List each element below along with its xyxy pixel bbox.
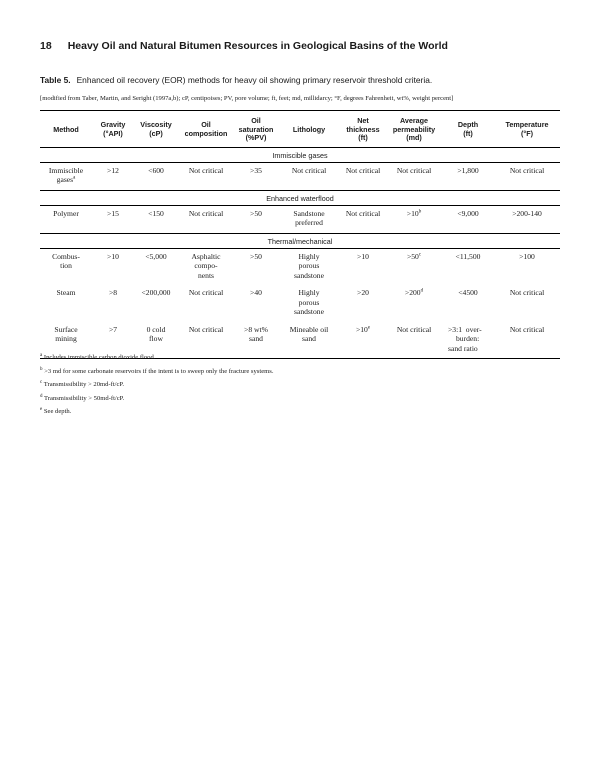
section-row-immiscible-gases: Immiscible gases xyxy=(40,147,560,162)
cell-temperature: Not critical xyxy=(509,288,545,298)
table-row-steam xyxy=(40,285,560,321)
footnote: $^a$ Includes immiscible carbon dioxide flood. xyxy=(40,352,156,361)
cell-gravity: >7 xyxy=(92,322,134,359)
cell-method: Polymer xyxy=(53,208,79,218)
cell-oil-composition: Not critical xyxy=(188,165,224,175)
header-temperature: Temperature (°F) xyxy=(494,111,560,148)
cell-method: Combus- tion xyxy=(52,251,80,271)
cell-oil-saturation: >40 xyxy=(250,288,262,298)
header-lithology: Lithology xyxy=(278,111,340,148)
header-oil-composition: Oil composition xyxy=(178,111,234,148)
page-header xyxy=(40,40,560,52)
cell-viscosity: <600 xyxy=(148,165,164,175)
table-row-immiscible-gases xyxy=(40,162,560,190)
header-net-thickness: Net thickness (ft) xyxy=(340,111,386,148)
cell-permeability: $>50^c$ xyxy=(406,251,422,261)
cell-oil-composition: Not critical xyxy=(178,322,234,359)
table-caption xyxy=(40,75,570,85)
eor-table xyxy=(40,110,560,359)
cell-temperature: Not critical xyxy=(494,322,560,359)
cell-oil-saturation: >35 xyxy=(250,165,262,175)
cell-viscosity: <150 xyxy=(148,208,164,218)
cell-gravity: >12 xyxy=(107,165,119,175)
table-source-note: [modified from Taber, Martin, and Seright (1997a,b); cP, centipoises; PV, pore volume; ft, feet; md, millidarcy; °F, degrees Fahrenheit, wt%, weight percent] xyxy=(40,95,454,102)
cell-net-thickness: Not critical xyxy=(345,208,381,218)
header-gravity: Gravity (°API) xyxy=(92,111,134,148)
cell-viscosity: <200,000 xyxy=(141,288,171,298)
footnote: $^b$ >3 md for some carbonate reservoirs if the intent is to sweep only the fracture systems. xyxy=(40,366,274,375)
cell-method: Immiscible gases$^a$ xyxy=(48,165,84,185)
table-label: Table 5. xyxy=(40,75,71,85)
cell-oil-saturation: >50 xyxy=(250,208,262,218)
page-number: 18 xyxy=(40,40,52,52)
section-row-thermal-mechanical: Thermal/mechanical xyxy=(40,233,560,248)
footnote: $^c$ Transmissibility > 20md-ft/cP. xyxy=(40,379,124,388)
table-row-polymer xyxy=(40,205,560,233)
cell-oil-composition: Not critical xyxy=(188,208,224,218)
section-row-enhanced-waterflood: Enhanced waterflood xyxy=(40,190,560,205)
cell-net-thickness: Not critical xyxy=(345,165,381,175)
cell-oil-saturation: >50 xyxy=(250,251,262,261)
cell-method: Steam xyxy=(56,288,76,298)
header-method: Method xyxy=(40,111,92,148)
cell-depth: <9,000 xyxy=(457,208,479,218)
cell-permeability: $>200^d$ xyxy=(404,288,424,298)
header-oil-saturation: Oil saturation (%PV) xyxy=(234,111,278,148)
cell-temperature: >100 xyxy=(519,251,535,261)
cell-temperature: Not critical xyxy=(509,165,545,175)
cell-oil-saturation: >8 wt% sand xyxy=(234,322,278,359)
footnotes xyxy=(40,354,560,422)
cell-net-thickness: >10 xyxy=(357,251,369,261)
cell-temperature: >200-140 xyxy=(512,208,542,218)
cell-lithology: Highly porous sandstone xyxy=(294,288,324,317)
cell-viscosity: <5,000 xyxy=(145,251,167,261)
cell-gravity: >10 xyxy=(107,251,119,261)
cell-lithology: Sandstone preferred xyxy=(293,208,325,228)
table-row-combustion xyxy=(40,248,560,285)
header-average-permeability: Average permeability (md) xyxy=(386,111,442,148)
cell-permeability: Not critical xyxy=(396,165,432,175)
cell-lithology: Not critical xyxy=(291,165,327,175)
footnote: $^d$ Transmissibility > 50md-ft/cP. xyxy=(40,393,125,402)
header-row xyxy=(40,111,560,148)
cell-depth: >3:1 over- burden: sand ratio xyxy=(442,322,494,359)
cell-depth: >1,800 xyxy=(457,165,479,175)
cell-lithology: Mineable oil sand xyxy=(278,322,340,359)
table-title: Enhanced oil recovery (EOR) methods for heavy oil showing primary reservoir threshold criteria. xyxy=(76,75,433,85)
cell-oil-composition: Not critical xyxy=(188,288,224,298)
cell-viscosity: 0 cold flow xyxy=(134,322,178,359)
footnote: $^e$ See depth. xyxy=(40,406,72,415)
cell-method: Surface mining xyxy=(40,322,92,359)
header-depth: Depth (ft) xyxy=(442,111,494,148)
cell-gravity: >15 xyxy=(107,208,119,218)
cell-permeability: Not critical xyxy=(386,322,442,359)
cell-net-thickness: >20 xyxy=(357,288,369,298)
cell-gravity: >8 xyxy=(108,288,118,298)
header-viscosity: Viscosity (cP) xyxy=(134,111,178,148)
cell-depth: <4500 xyxy=(458,288,478,298)
cell-net-thickness: $>10^e$ xyxy=(340,322,386,359)
cell-oil-composition: Asphaltic compo- nents xyxy=(191,251,221,280)
cell-lithology: Highly porous sandstone xyxy=(294,251,324,280)
running-title: Heavy Oil and Natural Bitumen Resources in Geological Basins of the World xyxy=(67,40,448,52)
cell-permeability: $>10^b$ xyxy=(406,208,422,218)
cell-depth: <11,500 xyxy=(455,251,481,261)
